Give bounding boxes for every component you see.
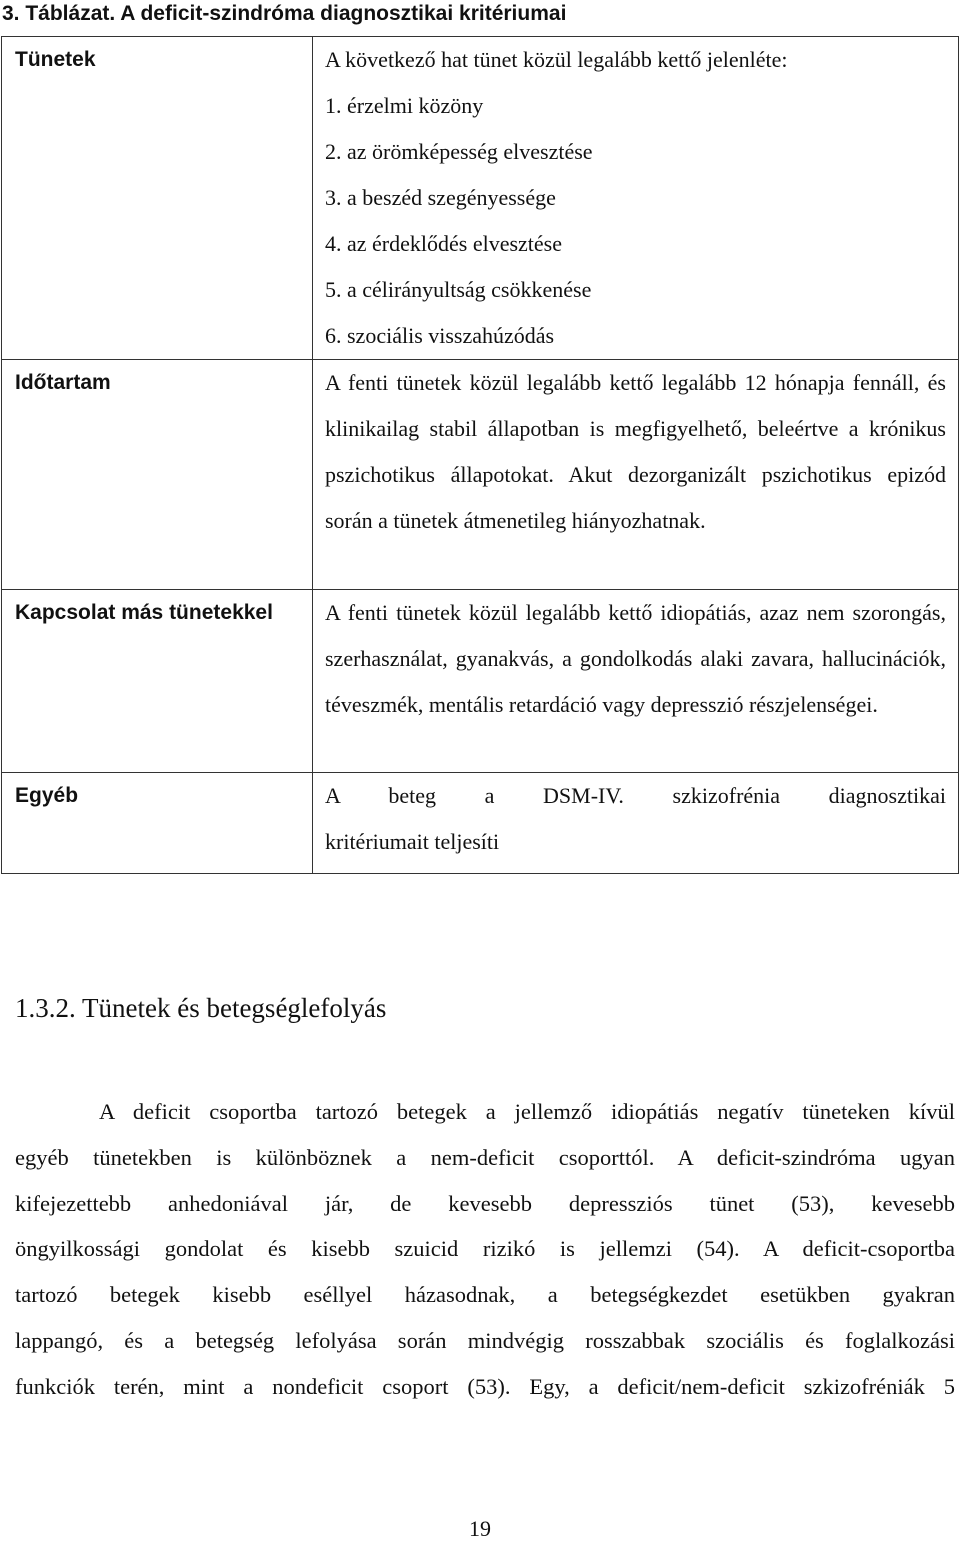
row-label-cell xyxy=(2,773,313,874)
paragraph-line: egyéb tünetekben is különböznek a nem-deficit csoporttól. A deficit-szindróma ugyan xyxy=(15,1144,955,1170)
paragraph-line: öngyilkossági gondolat és kisebb szuicid rizikó is jellemzi (54). A deficit-csoportba xyxy=(15,1236,955,1262)
other-text xyxy=(325,773,946,865)
table-row xyxy=(2,37,959,360)
row-content-cell xyxy=(313,773,959,874)
criteria-table xyxy=(1,36,959,874)
paragraph-line: lappangó, és a betegség lefolyása során mindvégig rosszabbak szociális és foglalkozási xyxy=(15,1327,955,1353)
symptom-item: 3. a beszéd szegényessége xyxy=(325,185,556,210)
row-label-cell xyxy=(2,360,313,590)
duration-text: A fenti tünetek közül legalább kettő legalább 12 hónapja fennáll, és klinikailag stabil állapotban is megfigyelhető, beleértve a krónikus pszichotikus állapotokat. Akut dezorganizált pszichotikus epizód során a tünetek átmenetileg hiányozhatnak. xyxy=(325,370,946,533)
row-label-relation: Kapcsolat más tünetekkel xyxy=(15,601,273,624)
table-row xyxy=(2,360,959,590)
table-row xyxy=(2,590,959,773)
row-label-symptoms: Tünetek xyxy=(15,48,96,71)
other-text-line: kritériumait teljesíti xyxy=(325,829,500,854)
row-label-cell xyxy=(2,590,313,773)
row-content-cell xyxy=(313,360,959,590)
paragraph-line: tartozó betegek kisebb eséllyel házasodnak, a betegségkezdet esetükben gyakran xyxy=(15,1282,955,1308)
table-caption: 3. Táblázat. A deficit-szindróma diagnosztikai kritériumai xyxy=(2,2,567,25)
other-text-line: A beteg a DSM-IV. szkizofrénia diagnosztikai xyxy=(325,783,946,808)
symptoms-intro: A következő hat tünet közül legalább kettő jelenléte: xyxy=(325,47,788,72)
section-heading: 1.3.2. Tünetek és betegséglefolyás xyxy=(15,993,387,1023)
symptoms-list xyxy=(325,37,946,359)
paragraph-line: funkciók terén, mint a nondeficit csoport (53). Egy, a deficit/nem-deficit szkizofréniák 5 xyxy=(15,1373,955,1399)
row-content-cell xyxy=(313,590,959,773)
row-label-other: Egyéb xyxy=(15,784,79,807)
table-row xyxy=(2,773,959,874)
row-label-cell xyxy=(2,37,313,360)
symptom-item: 6. szociális visszahúzódás xyxy=(325,323,555,348)
row-label-duration: Időtartam xyxy=(15,371,111,394)
body-paragraph xyxy=(15,1089,955,1410)
symptom-item: 5. a célirányultság csökkenése xyxy=(325,277,592,302)
paragraph-line: kifejezettebb anhedoniával jár, de kevesebb depressziós tünet (53), kevesebb xyxy=(15,1190,955,1216)
row-content-cell xyxy=(313,37,959,360)
symptom-item: 2. az örömképesség elvesztése xyxy=(325,139,593,164)
paragraph-line: A deficit csoportba tartozó betegek a jellemző idiopátiás negatív tüneteken kívül xyxy=(99,1099,955,1124)
symptom-item: 1. érzelmi közöny xyxy=(325,93,484,118)
symptom-item: 4. az érdeklődés elvesztése xyxy=(325,231,562,256)
page-number: 19 xyxy=(469,1516,491,1541)
relation-text: A fenti tünetek közül legalább kettő idiopátiás, azaz nem szorongás, szerhasználat, gyanakvás, a gondolkodás alaki zavara, hallucinációk, téveszmék, mentális retardáció vagy depresszió részjelenségei. xyxy=(325,600,946,717)
